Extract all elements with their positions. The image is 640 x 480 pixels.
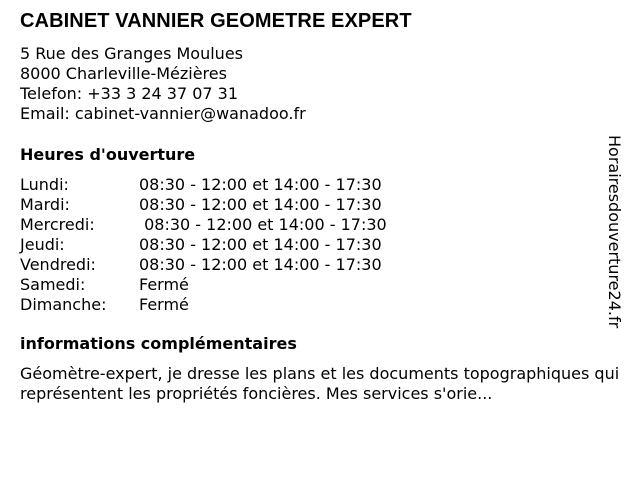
site-watermark: Horairesdouverture24.fr xyxy=(605,135,624,329)
day-label: Samedi: xyxy=(20,275,86,294)
day-label: Lundi: xyxy=(20,175,69,194)
business-name: CABINET VANNIER GEOMETRE EXPERT xyxy=(20,10,412,32)
day-label: Mercredi: xyxy=(20,215,95,234)
day-label: Dimanche: xyxy=(20,295,107,314)
additional-info-heading: informations complémentaires xyxy=(20,334,297,353)
hours-value: 08:30 - 12:00 et 14:00 - 17:30 xyxy=(139,255,382,274)
hours-value: 08:30 - 12:00 et 14:00 - 17:30 xyxy=(139,195,382,214)
hours-value: Fermé xyxy=(139,275,189,294)
hours-value: 08:30 - 12:00 et 14:00 - 17:30 xyxy=(139,175,382,194)
hours-value: Fermé xyxy=(139,295,189,314)
day-label: Mardi: xyxy=(20,195,70,214)
street-address: 5 Rue des Granges Moulues xyxy=(20,44,243,63)
phone-number: Telefon: +33 3 24 37 07 31 xyxy=(20,84,239,103)
email-address: Email: cabinet-vannier@wanadoo.fr xyxy=(20,104,306,123)
day-label: Vendredi: xyxy=(20,255,96,274)
city-address: 8000 Charleville-Mézières xyxy=(20,64,227,83)
day-label: Jeudi: xyxy=(20,235,65,254)
opening-hours-heading: Heures d'ouverture xyxy=(20,145,196,164)
hours-value: 08:30 - 12:00 et 14:00 - 17:30 xyxy=(139,215,387,234)
hours-value: 08:30 - 12:00 et 14:00 - 17:30 xyxy=(139,235,382,254)
contact-block xyxy=(20,44,306,124)
business-description: Géomètre-expert, je dresse les plans et les documents topographiques qui représentent les propriétés foncières. Mes services s'orie... xyxy=(20,364,620,403)
